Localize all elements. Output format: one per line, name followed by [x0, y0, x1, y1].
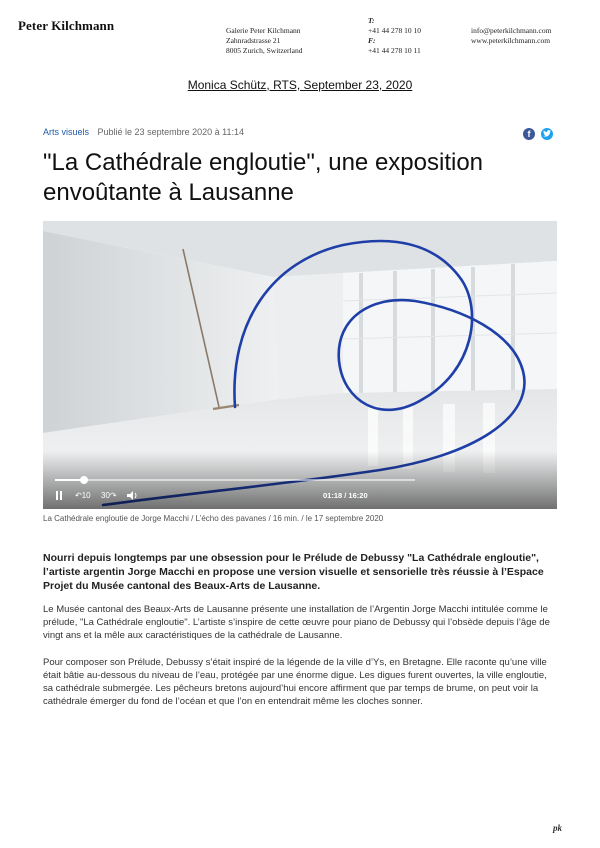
pause-icon[interactable]	[56, 491, 66, 501]
media-caption: La Cathédrale engloutie de Jorge Macchi / L’écho des pavanes / 16 min. / le 17 septembre 2020	[43, 514, 384, 523]
time-display: 01:18 / 16:20	[323, 491, 368, 500]
installation-photo	[43, 221, 557, 509]
gallery-contact	[471, 26, 551, 46]
article-meta	[43, 127, 244, 137]
video-player[interactable]	[43, 221, 557, 509]
progress-handle[interactable]	[80, 476, 88, 484]
fax-label: F:	[368, 36, 376, 45]
category-link[interactable]: Arts visuels	[43, 127, 90, 137]
gallery-brand: Peter Kilchmann	[18, 18, 115, 33]
article-paragraph: Le Musée cantonal des Beaux-Arts de Lausanne présente une installation de l’Argentin Jorge Macchi intitulée comme le prélude, "La Cathédrale engloutie". L’artiste s’inspire de cette œuvre pour piano de Debussy qui l’obsède depuis l’âge de vingt ans et la mêle aux caractéristiques de la cathédrale de Lausanne.	[43, 604, 550, 641]
phone-number: +41 44 278 10 10	[368, 26, 421, 35]
progress-bar[interactable]	[55, 479, 415, 481]
phone-label: T:	[368, 16, 375, 25]
source-line: Monica Schütz, RTS, September 23, 2020	[187, 78, 413, 92]
twitter-icon[interactable]	[541, 128, 553, 140]
address-line: Galerie Peter Kilchmann	[226, 26, 301, 35]
gallery-phones	[368, 16, 421, 56]
address-line: Zahnradstrasse 21	[226, 36, 281, 45]
letterhead	[0, 14, 600, 64]
email-link[interactable]: info@peterkilchmann.com	[471, 26, 552, 35]
article-lead: Nourri depuis longtemps par une obsession pour le Prélude de Debussy "La Cathédrale engloutie", l’artiste argentin Jorge Macchi en propose une version visuelle et sensorielle très réussie à l’Espace Projet du Musée cantonal des Beaux-Arts de Lausanne.	[43, 552, 544, 592]
address-line: 8005 Zurich, Switzerland	[226, 46, 303, 55]
footer-mark: pk	[553, 823, 562, 833]
article-title: "La Cathédrale engloutie", une exposition envoûtante à Lausanne	[43, 149, 484, 206]
facebook-icon[interactable]: f	[523, 128, 535, 140]
fax-number: +41 44 278 10 11	[368, 46, 421, 55]
player-controls	[43, 475, 557, 509]
article-paragraph: Pour composer son Prélude, Debussy s’était inspiré de la légende de la ville d’Ys, en Bretagne. Elle raconte qu’une ville était bâtie au-dessous du niveau de l’eau, protégée par une énorme digue. Les digues furent ouvertes, la ville engloutie, sa cathédrale submergée. Les pêcheurs bretons aujourd’hui encore affirment que par temps de brume, on peut voir la cathédrale émerger du fond de l’océan et que l’on en entendrait même les cloches sonner.	[43, 657, 547, 707]
forward-button[interactable]: 30↷	[101, 491, 117, 500]
volume-icon[interactable]	[127, 491, 138, 500]
website-link[interactable]: www.peterkilchmann.com	[471, 36, 551, 45]
publish-date: Publié le 23 septembre 2020 à 11:14	[97, 127, 244, 137]
social-share	[523, 125, 555, 143]
rewind-button[interactable]: ↶10	[75, 491, 91, 500]
rewind-seconds: 10	[81, 491, 91, 500]
gallery-address	[226, 26, 302, 56]
forward-seconds: 30	[101, 491, 110, 500]
